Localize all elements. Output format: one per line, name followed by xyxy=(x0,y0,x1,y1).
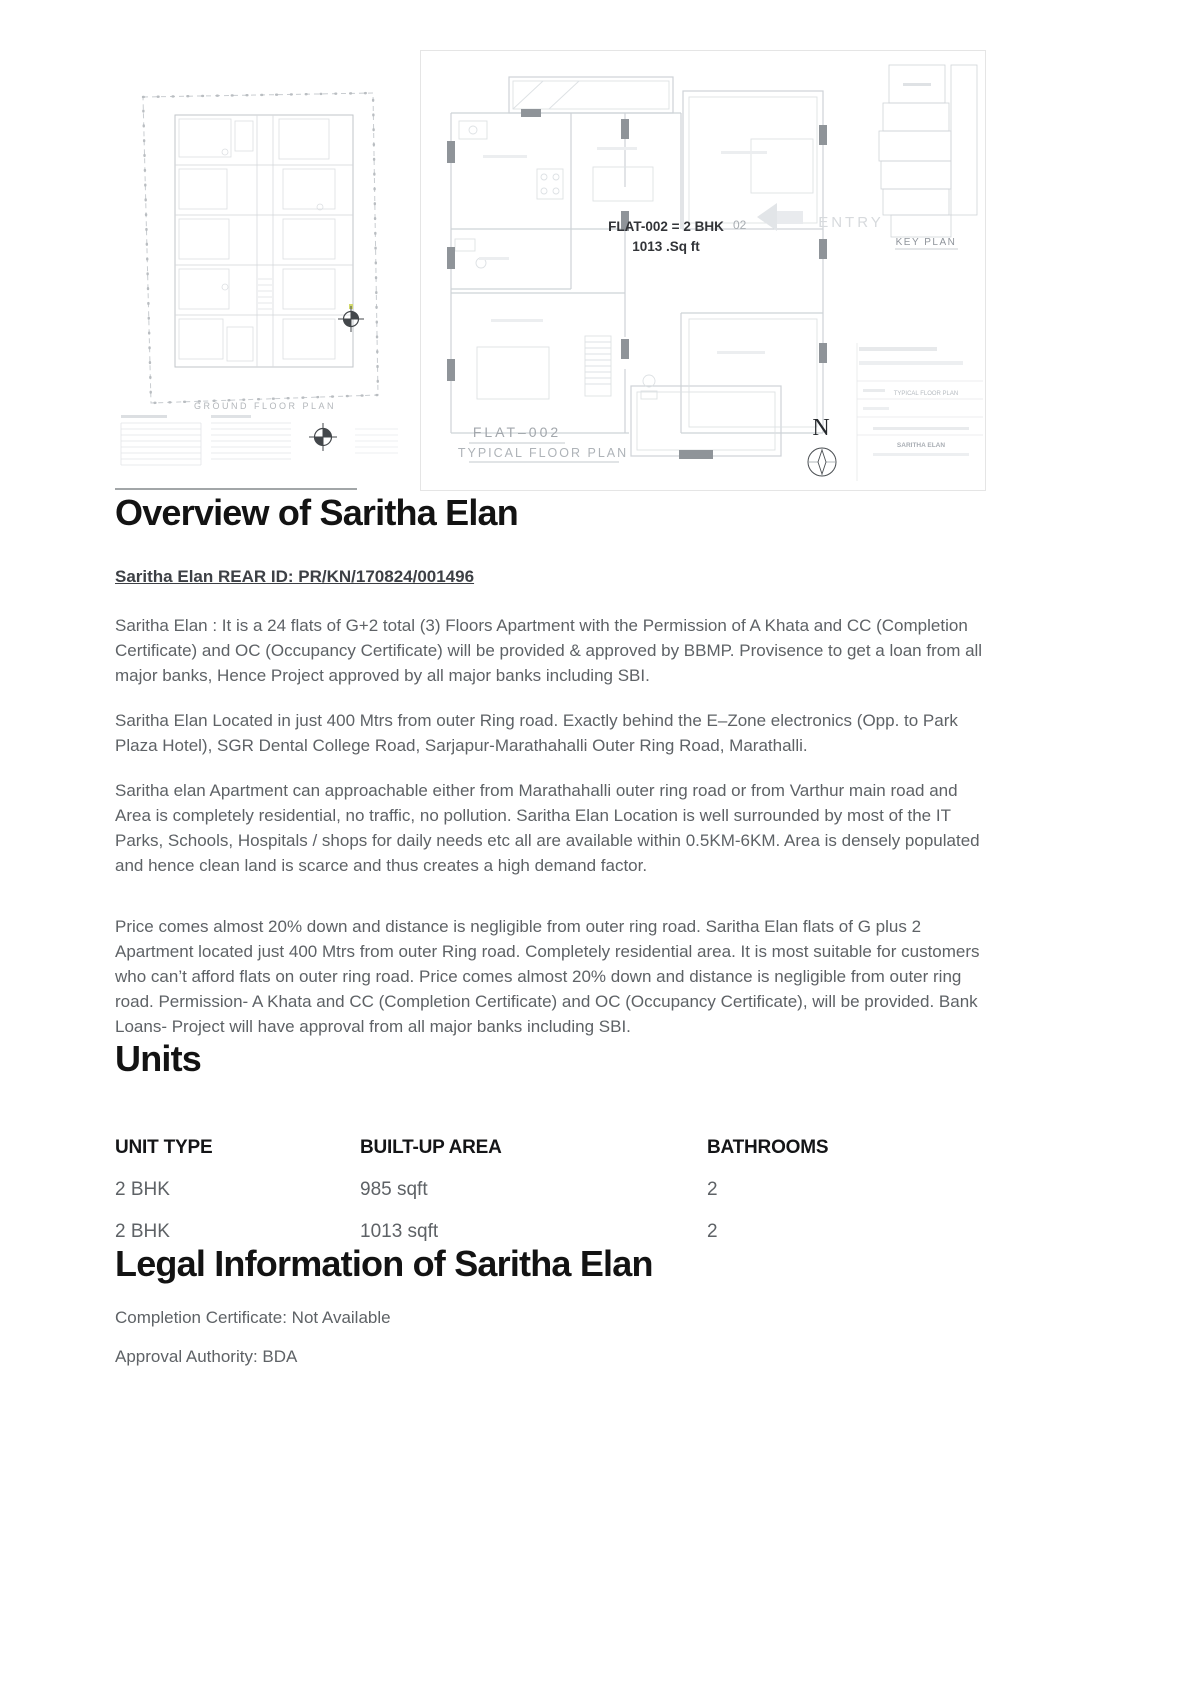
cell-unit-type: 2 BHK xyxy=(115,1220,170,1242)
table-row xyxy=(115,1177,987,1202)
column-header-built-up-area: BUILT-UP AREA xyxy=(360,1136,502,1158)
typical-floor-plan-image xyxy=(420,50,986,491)
entry-label: ENTRY xyxy=(818,214,884,231)
rear-id-link[interactable]: Saritha Elan REAR ID: PR/KN/170824/001496 xyxy=(115,567,475,587)
survey-marker-icon xyxy=(338,304,364,332)
approval-authority-line: Approval Authority: BDA xyxy=(115,1346,298,1366)
column-header-unit-type: UNIT TYPE xyxy=(115,1136,213,1158)
overview-paragraph: Saritha Elan : It is a 24 flats of G+2 total (3) Floors Apartment with the Permission of A Khata and CC (Completion Certificate) and OC (Occupancy Certificate) will be provided & approved by BBMP. Provisence to get a loan from all major banks, Hence Project approved by all major banks including SBI. xyxy=(115,616,983,686)
cell-bathrooms: 2 xyxy=(707,1220,718,1242)
title-block xyxy=(857,343,983,481)
plan-caption-line1: FLAT–002 xyxy=(472,424,562,440)
cell-built-up-area: 1013 sqft xyxy=(360,1220,439,1242)
cell-bathrooms: 2 xyxy=(707,1178,718,1200)
key-plan-drawing xyxy=(879,65,977,237)
survey-marker-icon xyxy=(309,423,337,451)
units-table-header-row xyxy=(115,1136,987,1160)
title-block-project-name: SARITHA ELAN xyxy=(896,442,946,449)
entry-arrow-icon xyxy=(757,203,777,231)
key-plan-label: KEY PLAN xyxy=(895,237,957,248)
flat-label-line1: FLAT-002 = 2 BHK xyxy=(608,219,724,234)
floor-plan-images-row xyxy=(115,0,987,493)
ground-floor-plan-caption: GROUND FLOOR PLAN xyxy=(193,401,337,411)
north-indicator-icon xyxy=(808,415,836,476)
legal-title: Legal Information of Saritha Elan xyxy=(115,1242,653,1284)
overview-paragraph: Saritha Elan Located in just 400 Mtrs from outer Ring road. Exactly behind the E–Zone electronics (Opp. to Park Plaza Hotel), SGR Dental College Road, Sarjapur-Marathahalli Outer Ring Road, Marathalli. xyxy=(115,711,958,756)
title-block-plan-name: TYPICAL FLOOR PLAN xyxy=(893,391,959,397)
cell-built-up-area: 985 sqft xyxy=(360,1178,428,1200)
page-content xyxy=(115,0,987,1369)
unit-number-label: 02 xyxy=(733,218,747,232)
completion-certificate-line: Completion Certificate: Not Available xyxy=(115,1307,391,1327)
overview-title: Overview of Saritha Elan xyxy=(115,492,518,533)
cell-unit-type: 2 BHK xyxy=(115,1178,170,1200)
typical-floor-plan-drawing xyxy=(421,51,985,490)
units-table xyxy=(115,1136,987,1244)
north-label: N xyxy=(812,415,830,441)
overview-paragraph: Saritha elan Apartment can approachable either from Marathahalli outer ring road or from Varthur main road and Area is completely residential, no traffic, no pollution. Saritha Elan Location is well surrounded by most of the IT Parks, Schools, Hospitals / shops for daily needs etc all are available within 0.5KM-6KM. Area is densely populated and hence clean land is scarce and thus creates a high demand factor. xyxy=(115,781,980,876)
ground-floor-plan-image xyxy=(115,57,400,493)
plan-caption-line2: TYPICAL FLOOR PLAN xyxy=(457,446,629,460)
column-header-bathrooms: BATHROOMS xyxy=(707,1136,829,1158)
ground-floor-plan-drawing xyxy=(115,57,400,493)
units-title: Units xyxy=(115,1038,202,1080)
flat-label-line2: 1013 .Sq ft xyxy=(632,239,700,254)
overview-paragraph: Price comes almost 20% down and distance is negligible from outer ring road. Saritha Elan flats of G plus 2 Apartment located just 400 Mtrs from outer Ring road. Completely residential area. It is most suitable for customers who can’t afford flats on outer ring road. Price comes almost 20% down and distance is negligible from outer ring road. Permission- A Khata and CC (Completion Certificate) and OC (Occupancy Certificate), will be provided. Bank Loans- Project will have approval from all major banks including SBI. xyxy=(115,917,980,1037)
table-row xyxy=(115,1219,987,1244)
